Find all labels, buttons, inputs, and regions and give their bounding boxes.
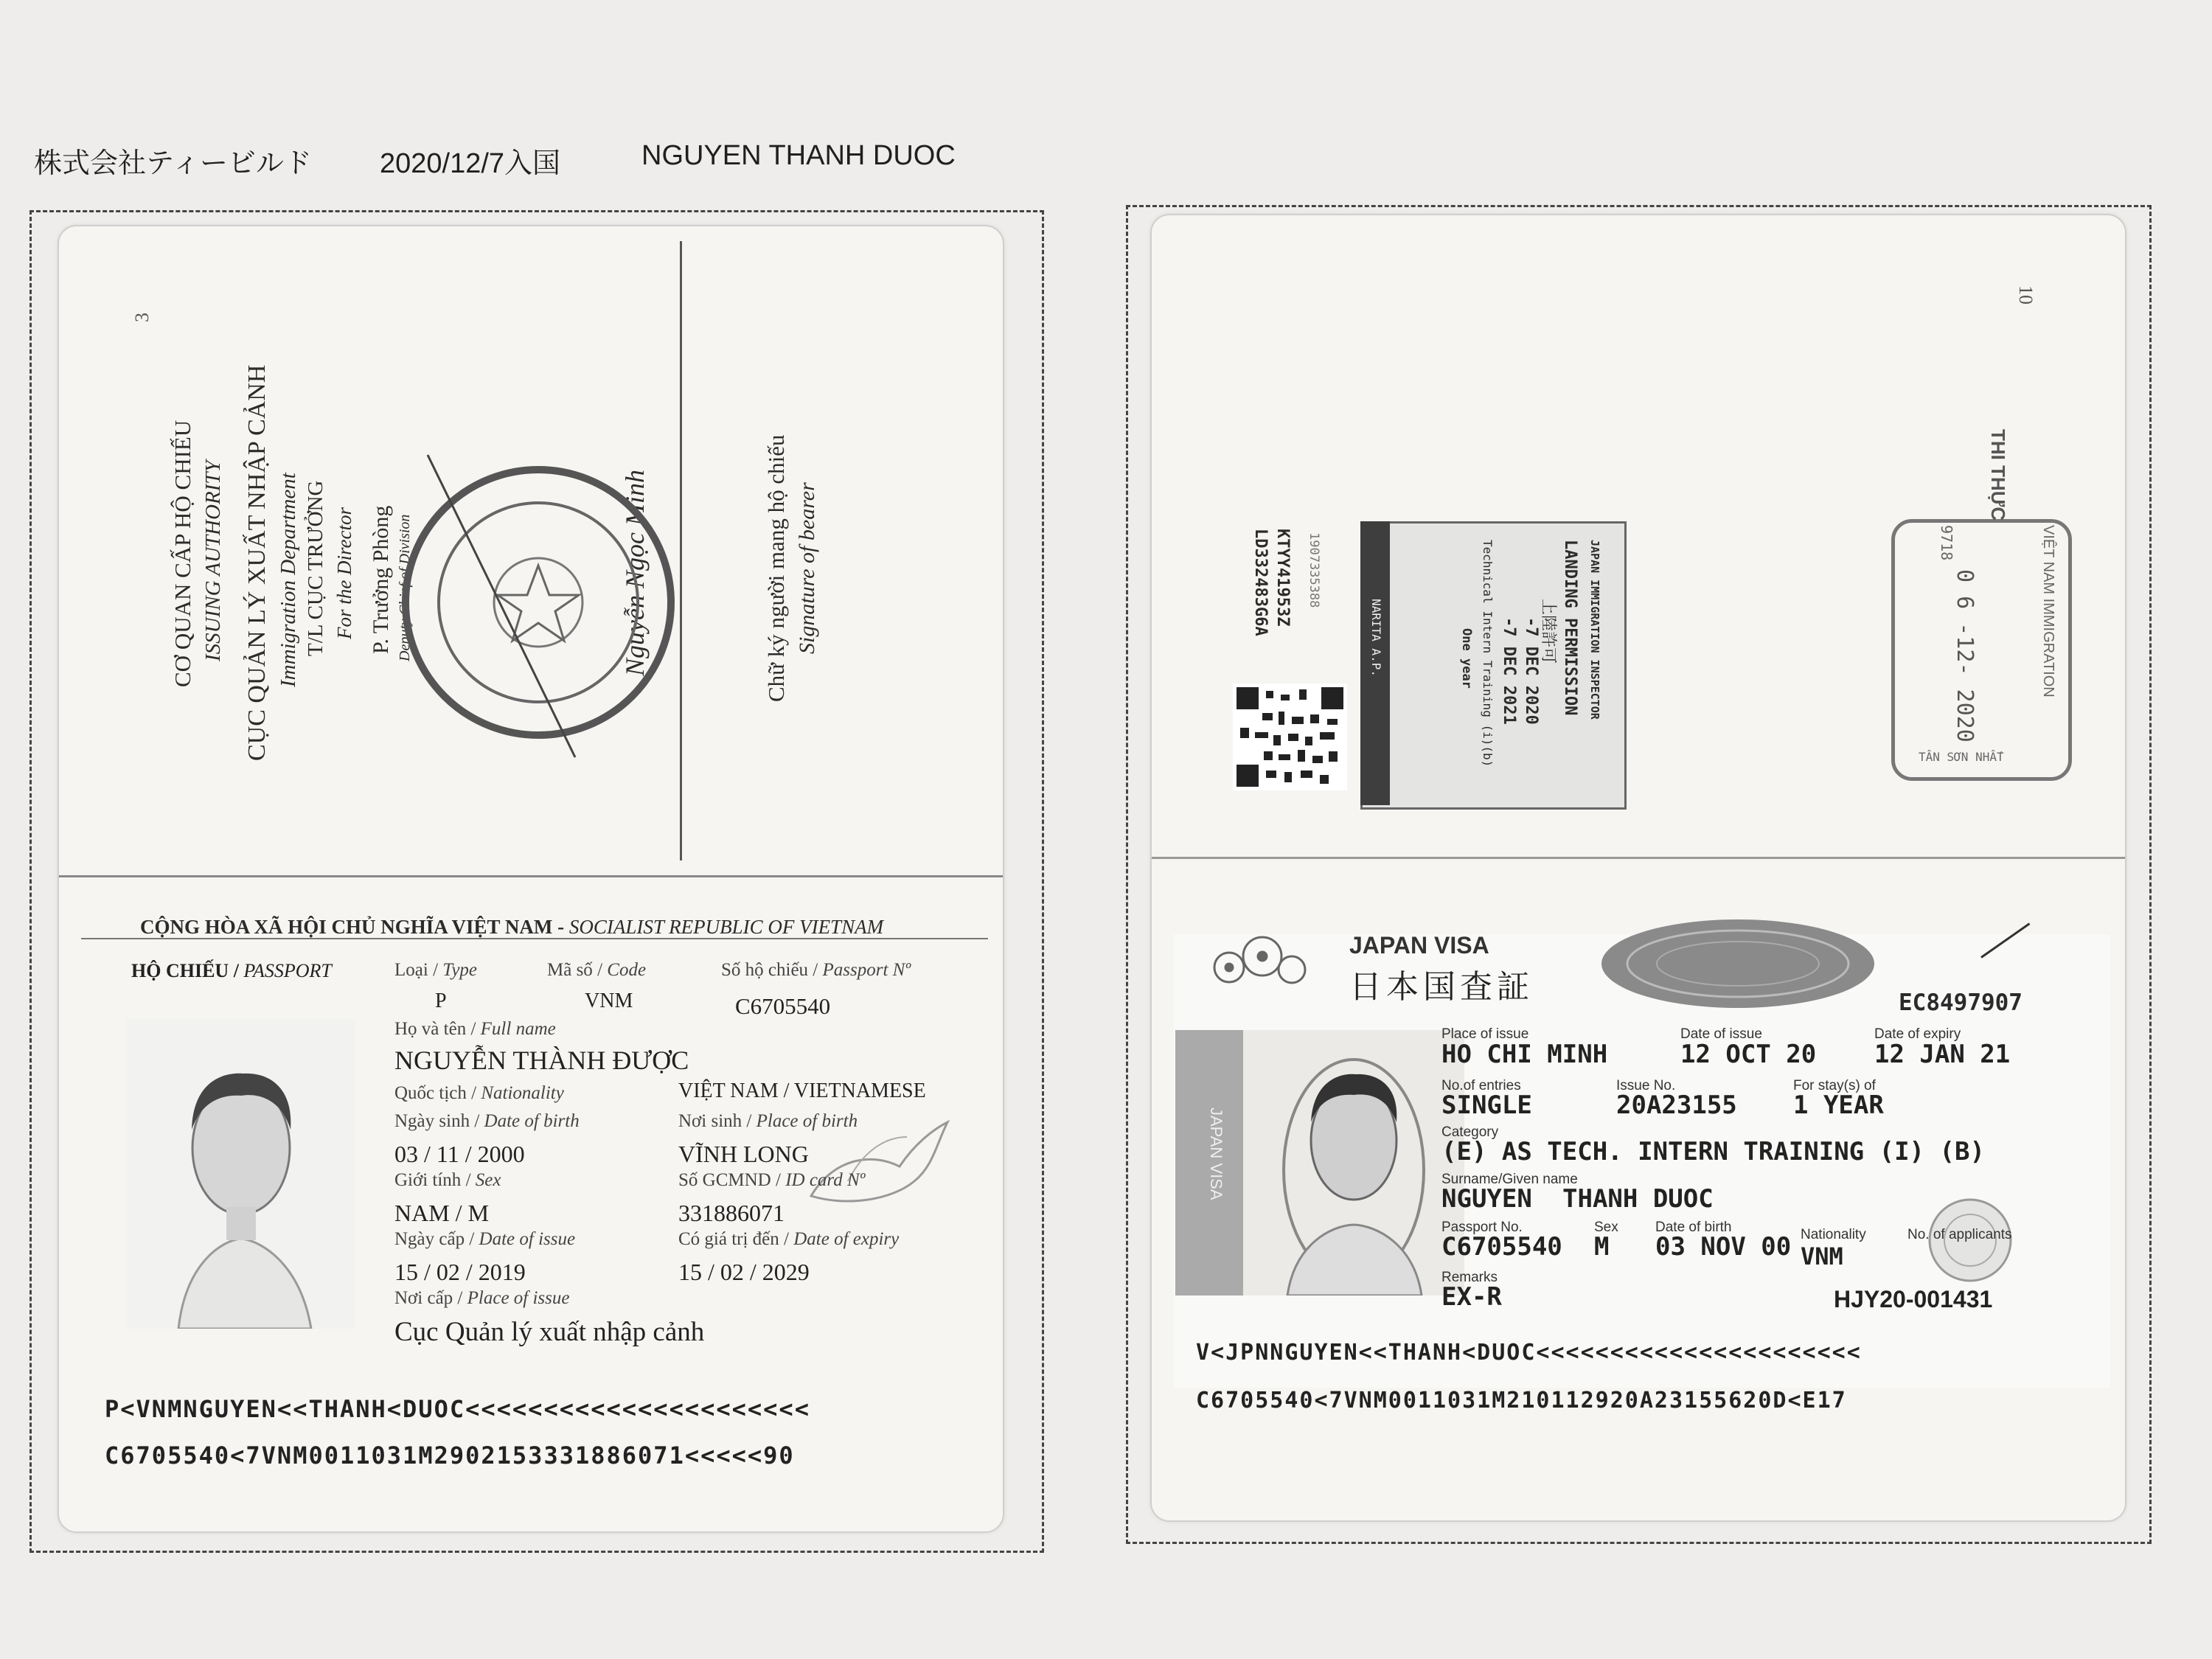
official-seal	[383, 448, 693, 765]
landing-inspector: JAPAN IMMIGRATION INSPECTOR	[1588, 540, 1601, 720]
expiry-date-value: 15 / 02 / 2029	[678, 1259, 810, 1285]
full-name-label: Họ và tên / Full name	[394, 1019, 556, 1039]
visa-place-label: Place of issue	[1441, 1026, 1529, 1042]
visa-sex-label: Sex	[1594, 1220, 1618, 1235]
issue-date-label-en: Date of issue	[479, 1229, 576, 1249]
issue-date-label-vn: Ngày cấp	[394, 1229, 465, 1249]
code-label: Mã số / Code	[547, 960, 647, 980]
visa-issue-no-value: 20A23155	[1616, 1091, 1737, 1120]
dob-label-vn: Ngày sinh	[394, 1111, 470, 1131]
bearer-photo	[127, 1019, 355, 1329]
visa-page-number: 10	[2015, 285, 2037, 305]
passport-number-value: C6705540	[735, 993, 831, 1019]
landing-kanji: 上陸許可	[1540, 599, 1558, 664]
full-name-label-en: Full name	[480, 1019, 556, 1039]
republic-vn: CỘNG HÒA XÃ HỘI CHỦ NGHĨA VIỆT NAM	[140, 916, 553, 938]
header-entry-date: 2020/12/7入国	[380, 148, 561, 179]
visa-issue-date-value: 12 OCT 20	[1680, 1040, 1817, 1069]
visa-side-text: JAPAN VISA	[1207, 1107, 1225, 1200]
visa-dob-label: Date of birth	[1655, 1220, 1732, 1235]
authority-dept-en: Immigration Department	[276, 473, 300, 687]
landing-port: NARITA A.P.	[1369, 599, 1383, 677]
visa-entries-value: SINGLE	[1441, 1091, 1532, 1120]
visa-mrz-line-2: C6705540<7VNM0011031M210112920A23155620D<E17	[1196, 1388, 1847, 1413]
authority-signer-name: Nguyễn Ngọc Minh	[620, 470, 650, 676]
exit-stamp-port: TÂN SƠN NHẤT	[1919, 750, 2004, 764]
visa-page-fold-line	[1152, 857, 2125, 859]
visa-surname-label: Surname/Given name	[1441, 1172, 1578, 1187]
authority-deputy-en: Deputy Chief of Division	[397, 514, 413, 661]
page-fold-line	[59, 875, 1003, 877]
exit-stamp-date: 0 6 -12- 2020	[1952, 569, 1978, 742]
sakura-icon	[1196, 927, 1321, 1001]
doc-title: HỘ CHIẾU / PASSPORT	[131, 960, 332, 981]
visa-expiry-date-value: 12 JAN 21	[1874, 1040, 2011, 1069]
authority-for-director: For the Director	[333, 507, 355, 639]
visa-remarks-value: EX-R	[1441, 1282, 1502, 1312]
type-label-vn: Loại	[394, 960, 428, 980]
nationality-label-en: Nationality	[481, 1083, 564, 1103]
place-issue-value: Cục Quản lý xuất nhập cảnh	[394, 1317, 705, 1347]
expiry-date-label-vn: Có giá trị đến	[678, 1229, 779, 1249]
sex-label-vn: Giới tính	[394, 1170, 462, 1190]
code-label-vn: Mã số	[547, 960, 593, 980]
visa-expiry-date-label: Date of expiry	[1874, 1026, 1961, 1042]
nationality-value: VIỆT NAM / VIETNAMESE	[678, 1079, 926, 1102]
visa-issue-date-label: Date of issue	[1680, 1026, 1762, 1042]
place-issue-label: Nơi cấp / Place of issue	[394, 1288, 570, 1308]
exit-stamp-title: THI THỰC	[1987, 429, 2009, 521]
visa-given-name-value: THANH DUOC	[1562, 1184, 1714, 1214]
sex-label: Giới tính / Sex	[394, 1170, 501, 1190]
visa-page	[1150, 214, 2126, 1522]
code-value: VNM	[585, 990, 633, 1012]
visa-hologram-seal	[1598, 916, 1878, 1012]
visa-number: EC8497907	[1899, 990, 2023, 1016]
visa-applicants-label: No. of applicants	[1907, 1227, 2012, 1242]
visa-photo	[1243, 1030, 1464, 1295]
republic-en: SOCIALIST REPUBLIC OF VIETNAM	[568, 916, 884, 938]
authority-title-vn: CƠ QUAN CẤP HỘ CHIẾU	[170, 420, 195, 687]
visa-nationality-label: Nationality	[1801, 1227, 1866, 1242]
passport-page-number: 3	[131, 313, 153, 322]
type-label-en: Type	[442, 960, 478, 980]
visa-passport-no-value: C6705540	[1441, 1232, 1562, 1262]
landing-code-2: LD332483G6A	[1251, 529, 1270, 636]
pob-label: Nơi sinh / Place of birth	[678, 1111, 858, 1131]
sex-label-en: Sex	[475, 1170, 501, 1190]
dob-value: 03 / 11 / 2000	[394, 1141, 525, 1167]
passport-number-label-vn: Số hộ chiếu	[721, 960, 809, 980]
visa-remarks-label: Remarks	[1441, 1270, 1498, 1285]
passport-number-label: Số hộ chiếu / Passport Nº	[721, 960, 911, 980]
expiry-date-label-en: Date of expiry	[793, 1229, 900, 1249]
visa-issue-no-label: Issue No.	[1616, 1078, 1676, 1093]
nationality-label: Quốc tịch / Nationality	[394, 1083, 564, 1103]
doc-title-vn: HỘ CHIẾU	[131, 960, 229, 981]
landing-code-1: KTYY41953Z	[1273, 529, 1292, 627]
landing-title: LANDING PERMISSION	[1561, 540, 1579, 716]
visa-category-value: (E) AS TECH. INTERN TRAINING (I) (B)	[1441, 1137, 1985, 1166]
visa-reference-number: HJY20-001431	[1834, 1286, 1993, 1312]
visa-dob-value: 03 NOV 00	[1655, 1232, 1792, 1262]
visa-title-jp: 日本国査証	[1349, 968, 1534, 1006]
republic-line: CỘNG HÒA XÃ HỘI CHỦ NGHĨA VIỆT NAM - SOCIALIST REPUBLIC OF VIETNAM	[140, 916, 884, 938]
type-value: P	[435, 990, 447, 1012]
id-card-value: 331886071	[678, 1200, 785, 1226]
nationality-label-vn: Quốc tịch	[394, 1083, 467, 1103]
issue-date-label: Ngày cấp / Date of issue	[394, 1229, 576, 1249]
pob-label-vn: Nơi sinh	[678, 1111, 742, 1131]
signature-label-en: Signature of bearer	[795, 482, 819, 654]
pob-value: VĨNH LONG	[678, 1141, 809, 1167]
dob-label-en: Date of birth	[484, 1111, 580, 1131]
visa-stay-label: For stay(s) of	[1793, 1078, 1876, 1093]
dove-watermark	[804, 1107, 951, 1218]
visa-category-label: Category	[1441, 1124, 1499, 1140]
visa-title-en: JAPAN VISA	[1349, 932, 1489, 959]
id-card-label-en: ID card Nº	[785, 1170, 866, 1190]
type-label: Loại / Type	[394, 960, 478, 980]
full-name-value: NGUYỄN THÀNH ĐƯỢC	[394, 1046, 689, 1075]
authority-tl: T/L CỤC TRƯỞNG	[304, 480, 327, 656]
landing-status: Technical Intern Training (i)(b)	[1481, 540, 1495, 768]
visa-surname-value: NGUYEN	[1441, 1184, 1532, 1214]
expiry-date-label: Có giá trị đến / Date of expiry	[678, 1229, 900, 1249]
visa-mrz-line-1: V<JPNNGUYEN<<THANH<DUOC<<<<<<<<<<<<<<<<<<<<<<	[1196, 1340, 1862, 1366]
place-issue-label-vn: Nơi cấp	[394, 1288, 453, 1308]
visa-place-value: HO CHI MINH	[1441, 1040, 1608, 1069]
id-card-label-vn: Số GCMND	[678, 1170, 771, 1190]
id-card-label: Số GCMND / ID card Nº	[678, 1170, 866, 1190]
dob-label: Ngày sinh / Date of birth	[394, 1111, 580, 1131]
place-issue-label-en: Place of issue	[467, 1288, 570, 1308]
landing-date-permit: -7 DEC 2020	[1522, 617, 1540, 725]
passport-data-page	[58, 225, 1004, 1533]
full-name-label-vn: Họ và tên	[394, 1019, 467, 1039]
passport-mrz-line-2: C6705540<7VNM0011031M2902153331886071<<<<<90	[105, 1441, 795, 1470]
sex-value: NAM / M	[394, 1200, 490, 1226]
signature-divider	[680, 241, 682, 860]
visa-entries-label: No.of entries	[1441, 1078, 1521, 1093]
passport-number-label-en: Passport Nº	[822, 960, 911, 980]
header-name: NGUYEN THANH DUOC	[641, 140, 956, 171]
pob-label-en: Place of birth	[756, 1111, 858, 1131]
landing-until: -7 DEC 2021	[1500, 617, 1518, 725]
landing-qr-code	[1233, 684, 1347, 790]
signature-label-vn: Chữ ký người mang hộ chiếu	[763, 434, 789, 702]
exit-stamp-number: 9718	[1938, 525, 1955, 561]
landing-serial: 1907335388	[1307, 532, 1321, 608]
exit-stamp-authority: VIỆT NAM IMMIGRATION	[2040, 525, 2056, 698]
visa-stay-value: 1 YEAR	[1793, 1091, 1884, 1120]
visa-nationality-value: VNM	[1801, 1242, 1843, 1270]
passport-mrz-line-1: P<VNMNGUYEN<<THANH<DUOC<<<<<<<<<<<<<<<<<<<<<<	[105, 1395, 810, 1423]
issue-date-value: 15 / 02 / 2019	[394, 1259, 526, 1285]
authority-title-en: ISSUING AUTHORITY	[201, 460, 225, 661]
authority-deputy: P. Trưởng Phòng	[369, 505, 393, 654]
landing-duration: One year	[1459, 628, 1474, 689]
authority-dept-vn: CỤC QUẢN LÝ XUẤT NHẬP CẢNH	[243, 364, 271, 761]
code-label-en: Code	[607, 960, 647, 980]
visa-passport-no-label: Passport No.	[1441, 1220, 1523, 1235]
doc-title-en: PASSPORT	[243, 960, 332, 981]
visa-sex-value: M	[1594, 1232, 1610, 1262]
header-company: 株式会社ティービルド	[34, 148, 312, 179]
